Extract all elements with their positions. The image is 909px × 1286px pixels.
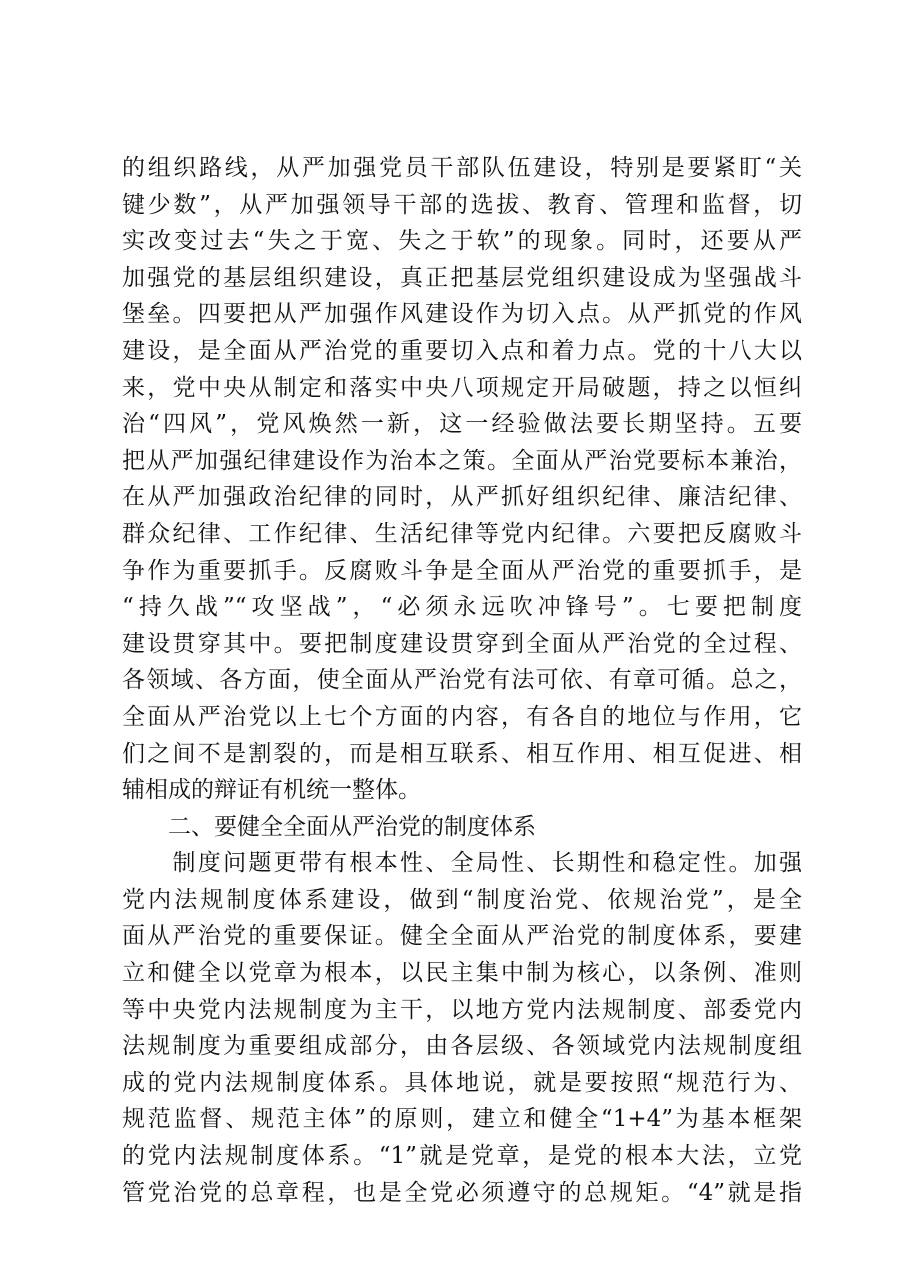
- text-line: 实改变过去“失之于宽、失之于软”的现象。同时，还要从严: [122, 228, 802, 255]
- text-line: 争作为重要抓手。反腐败斗争是全面从严治党的重要抓手，是: [122, 557, 802, 584]
- text-line: “持久战”“攻坚战”，“必须永远吹冲锋号”。七要把制度: [122, 594, 802, 621]
- text-line: 建设，是全面从严治党的重要切入点和着力点。党的十八大以: [122, 337, 802, 364]
- body-text: [122, 150, 802, 1211]
- text-line: 管党治党的总章程，也是全党必须遵守的总规矩。“4”就是指: [122, 1179, 802, 1206]
- text-line: 成的党内法规制度体系。具体地说，就是要按照“规范行为、: [122, 1069, 802, 1096]
- text-line: 堡垒。四要把从严加强作风建设作为切入点。从严抓党的作风: [122, 301, 802, 328]
- text-line: 各领域、各方面，使全面从严治党有法可依、有章可循。总之，: [122, 667, 802, 694]
- text-line: 在从严加强政治纪律的同时，从严抓好组织纪律、廉洁纪律、: [122, 484, 802, 511]
- text-line: 来，党中央从制定和落实中央八项规定开局破题，持之以恒纠: [122, 374, 802, 401]
- section-heading: 二、要健全全面从严治党的制度体系: [122, 813, 536, 840]
- text-line: 党内法规制度体系建设，做到“制度治党、依规治党”，是全: [122, 886, 802, 913]
- text-line: 键少数”，从严加强领导干部的选拔、教育、管理和监督，切: [122, 191, 802, 218]
- text-line: 的党内法规制度体系。“1”就是党章，是党的根本大法，立党: [122, 1143, 802, 1170]
- text-line: 的组织路线，从严加强党员干部队伍建设，特别是要紧盯“关: [122, 155, 802, 181]
- text-line: 立和健全以党章为根本，以民主集中制为核心，以条例、准则: [122, 960, 802, 987]
- text-line: 法规制度为重要组成部分，由各层级、各领域党内法规制度组: [122, 1033, 802, 1060]
- text-line: 治“四风”，党风焕然一新，这一经验做法要长期坚持。五要: [122, 411, 802, 438]
- text-line: 加强党的基层组织建设，真正把基层党组织建设成为坚强战斗: [122, 264, 802, 291]
- text-line: 们之间不是割裂的，而是相互联系、相互作用、相互促进、相: [122, 740, 802, 767]
- text-line: 全面从严治党以上七个方面的内容，有各自的地位与作用，它: [122, 703, 802, 730]
- text-line: 制度问题更带有根本性、全局性、长期性和稳定性。加强: [122, 850, 802, 877]
- text-line: 把从严加强纪律建设作为治本之策。全面从严治党要标本兼治，: [122, 447, 802, 474]
- text-line: 建设贯穿其中。要把制度建设贯穿到全面从严治党的全过程、: [122, 630, 802, 657]
- text-line: 等中央党内法规制度为主干，以地方党内法规制度、部委党内: [122, 996, 802, 1023]
- text-line: 规范监督、规范主体”的原则，建立和健全“1+4”为基本框架: [122, 1106, 802, 1133]
- paragraph-last-line: 辅相成的辩证有机统一整体。: [122, 777, 421, 804]
- text-line: 面从严治党的重要保证。健全全面从严治党的制度体系，要建: [122, 923, 802, 950]
- text-line: 群众纪律、工作纪律、生活纪律等党内纪律。六要把反腐败斗: [122, 520, 802, 547]
